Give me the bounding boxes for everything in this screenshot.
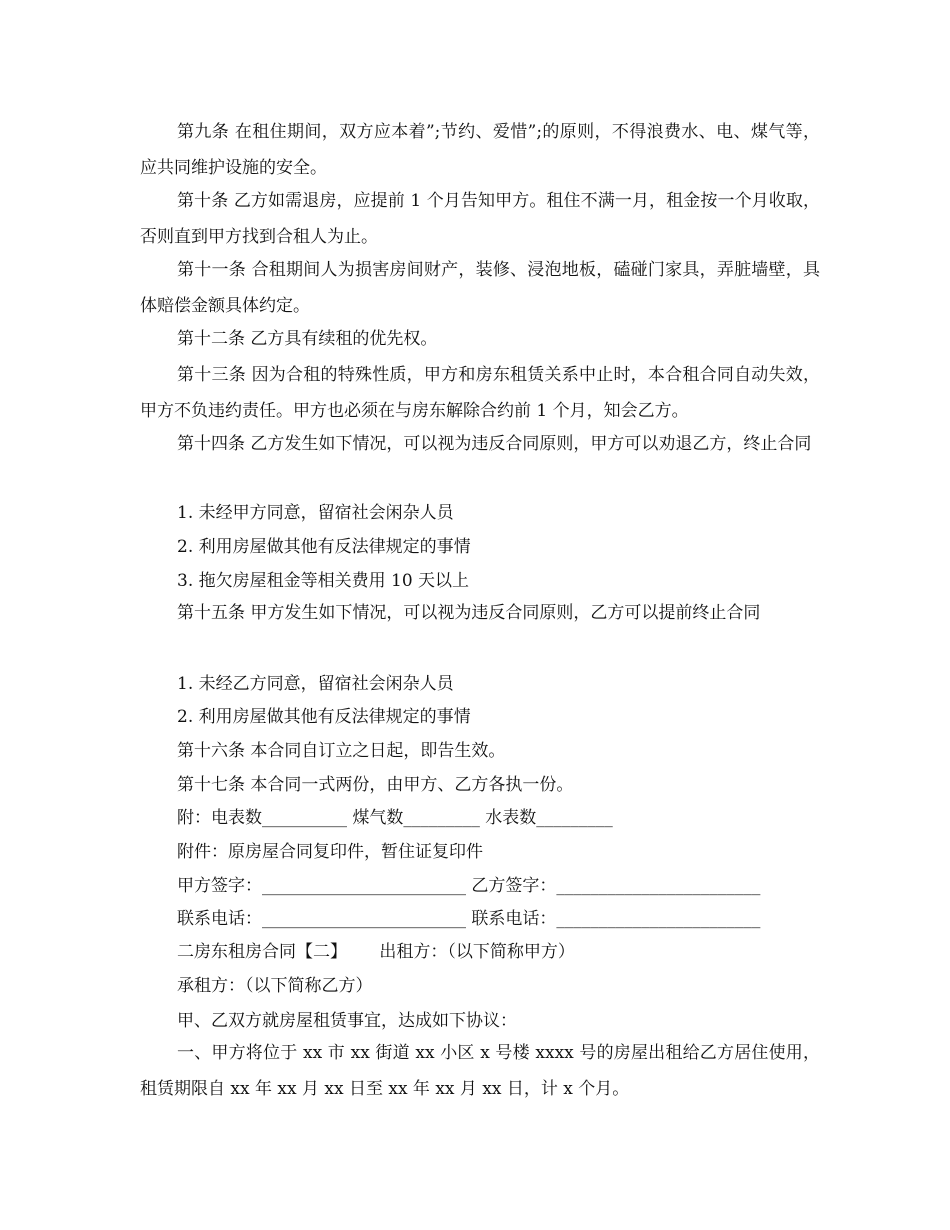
article-9: 第九条 在租住期间，双方应本着”;节约、爱惜”;的原则，不得浪费水、电、煤气等，应共同维护设施的安全。	[140, 122, 820, 178]
contract-two-heading: 二房东租房合同【二】 出租方：（以下简称甲方）	[177, 942, 575, 962]
article-15-item-1: 1. 未经乙方同意，留宿社会闲杂人员	[177, 674, 454, 694]
article-14-item-1: 1. 未经甲方同意，留宿社会闲杂人员	[177, 503, 454, 523]
meter-readings: 附：电表数__________ 煤气数_________ 水表数_________	[177, 808, 613, 828]
article-10: 第十条 乙方如需退房，应提前 1 个月告知甲方。租住不满一月，租金按一个月收取，否则直到甲方找到合租人为止。	[140, 191, 820, 247]
lessee-line: 承租方：（以下简称乙方）	[177, 976, 373, 996]
article-15-item-2: 2. 利用房屋做其他有反法律规定的事情	[177, 707, 471, 727]
article-12: 第十二条 乙方具有续租的优先权。	[177, 329, 438, 349]
article-14: 第十四条 乙方发生如下情况，可以视为违反合同原则，甲方可以劝退乙方，终止合同	[177, 434, 812, 454]
attachments-line: 附件：原房屋合同复印件，暂住证复印件	[177, 842, 483, 862]
phone-line: 联系电话：________________________ 联系电话：________________________	[177, 909, 761, 929]
article-11: 第十一条 合租期间人为损害房间财产，装修、浸泡地板，磕碰门家具，弄脏墙壁，具体赔偿金额具体约定。	[140, 260, 820, 316]
signature-line: 甲方签字：________________________ 乙方签字：________________________	[177, 876, 761, 896]
agreement-intro: 甲、乙双方就房屋租赁事宜，达成如下协议：	[177, 1011, 517, 1031]
article-13: 第十三条 因为合租的特殊性质，甲方和房东租赁关系中止时，本合租合同自动失效，甲方不负违约责任。甲方也必须在与房东解除合约前 1 个月，知会乙方。	[140, 365, 820, 421]
article-14-item-3: 3. 拖欠房屋租金等相关费用 10 天以上	[177, 571, 470, 591]
article-15: 第十五条 甲方发生如下情况，可以视为违反合同原则，乙方可以提前终止合同	[177, 603, 761, 623]
article-17: 第十七条 本合同一式两份，由甲方、乙方各执一份。	[177, 775, 574, 795]
article-14-item-2: 2. 利用房屋做其他有反法律规定的事情	[177, 537, 471, 557]
clause-1: 一、甲方将位于 xx 市 xx 街道 xx 小区 x 号楼 xxxx 号的房屋出租给乙方居住使用，租赁期限自 xx 年 xx 月 xx 日至 xx 年 xx 月 xx 日，计 x 个月。	[140, 1043, 820, 1099]
article-16: 第十六条 本合同自订立之日起，即告生效。	[177, 741, 506, 761]
